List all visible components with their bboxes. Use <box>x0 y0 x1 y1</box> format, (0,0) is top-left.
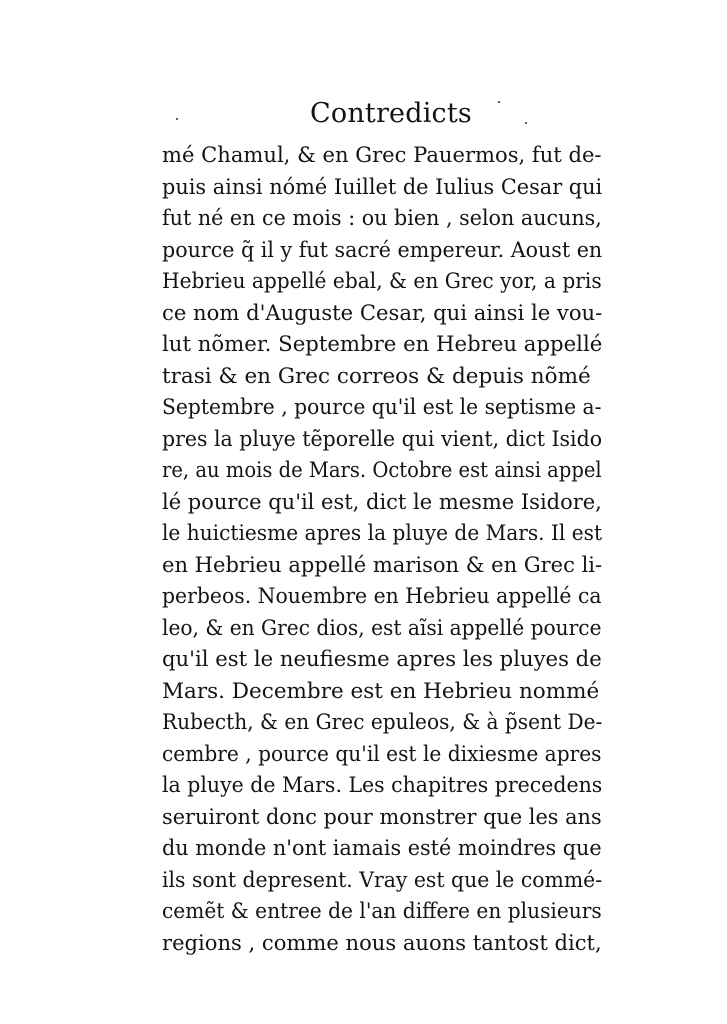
text-line: perbeos. Nouembre en Hebrieu appellé ca <box>162 584 602 609</box>
text-line: cemẽt & entree de l'an differe en plusieurs <box>162 899 602 924</box>
text-line: ils sont depresent. Vray est que le commé- <box>162 867 603 893</box>
body-text <box>162 140 602 959</box>
text-line: Septembre , pource qu'il est le septisme a- <box>162 395 602 420</box>
text-line: qu'il est le neufiesme apres les pluyes de <box>162 647 602 672</box>
text-line: pres la pluye tẽporelle qui vient, dict Isido <box>162 426 603 452</box>
running-head: Contredicts <box>310 98 472 129</box>
text-line: pource q̃ il y fut sacré empereur. Aoust en <box>162 237 603 263</box>
text-line: cembre , pource qu'il est le dixiesme apres <box>162 741 602 767</box>
text-line: Rubecth, & en Grec epuleos, & à p̃sent De- <box>162 710 603 735</box>
text-line: ce nom d'Auguste Cesar, qui ainsi le vou- <box>162 300 603 326</box>
text-line: seruiront donc pour monstrer que les ans <box>162 804 602 830</box>
text-line: fut né en ce mois : ou bien , selon aucuns, <box>162 206 602 231</box>
text-line: le huictiesme apres la pluye de Mars. Il est <box>162 521 603 546</box>
text-line: lé pource qu'il est, dict le mesme Isidore, <box>162 489 602 515</box>
ink-speck <box>176 118 178 120</box>
text-line: lut nõmer. Septembre en Hebreu appellé <box>162 332 603 357</box>
ink-speck <box>498 101 500 103</box>
text-line: regions , comme nous auons tantost dict, <box>162 930 602 956</box>
text-line: re, au mois de Mars. Octobre est ainsi appel <box>162 458 602 483</box>
text-line: Hebrieu appellé ebal, & en Grec yor, a pris <box>162 269 602 294</box>
text-line: trasi & en Grec correos & depuis nõmé <box>162 363 591 389</box>
text-line: du monde n'ont iamais esté moindres que <box>162 836 602 861</box>
text-line: Mars. Decembre est en Hebrieu nommé <box>162 678 600 704</box>
text-line: en Hebrieu appellé marison & en Grec li- <box>162 552 603 578</box>
text-line: puis ainsi nómé Iuillet de Iulius Cesar qui <box>162 174 603 200</box>
text-line: mé Chamul, & en Grec Pauermos, fut de- <box>162 143 602 168</box>
text-line: leo, & en Grec dios, est aĩsi appellé pource <box>162 615 602 641</box>
text-line: la pluye de Mars. Les chapitres precedens <box>162 773 603 798</box>
ink-speck <box>525 122 527 124</box>
